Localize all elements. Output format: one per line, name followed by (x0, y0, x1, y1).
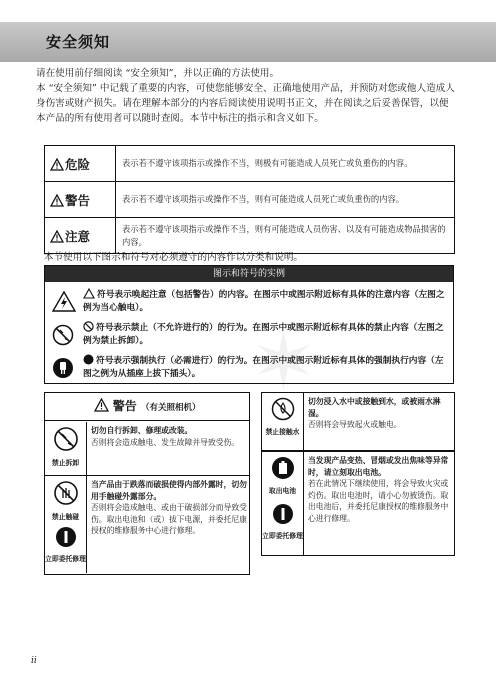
camera-warning-header (45, 393, 249, 421)
intro-paragraph: 本 “安全须知” 中记载了重要的内容，可使您能够安全、正确地使用产品，并预防对您或他人造成人身伤害或财产损失。请在理解本部分的内容后阅读使用说明书正文，并在阅读之后妥善保管，以便本产品的所有使用者可以随时查阅。本节中标注的指示和含义如下。 (36, 83, 455, 124)
unplug-icon (52, 357, 74, 379)
remove-battery-icon (271, 456, 295, 480)
warning-item (261, 392, 455, 451)
icon-label: 禁止接触水 (265, 428, 300, 436)
level-description: 表示若不遵守该项指示或操作不当，则有可能造成人员伤害、以及有可能造成物品损害的内容。 (116, 218, 455, 254)
symbol-row (45, 352, 453, 384)
symbol-row (45, 319, 453, 351)
page-title: 安全须知 (46, 33, 111, 51)
hazard-row-danger (45, 146, 455, 182)
level-label: 注意 (65, 228, 91, 244)
camera-warning-subtitle: （有关照相机） (140, 403, 201, 413)
warning-item-title: 切勿浸入水中或接触到水，或被雨水淋湿。 (308, 397, 441, 418)
no-disassembly-icon (52, 324, 74, 346)
warning-item (45, 422, 249, 476)
level-label: 危险 (65, 156, 91, 172)
repair-request-icon (272, 503, 294, 525)
warning-triangle-icon (83, 288, 95, 299)
hazard-row-warning (45, 182, 455, 218)
icon-label: 禁止触碰 (51, 513, 80, 521)
warning-triangle-icon (50, 194, 64, 207)
no-touch-icon (53, 480, 79, 506)
warning-item-text: 否则将会造成触电、或由于破损部分而导致受伤。取出电池和（或）拔下电源，并委托尼康授权的维修服务中心进行修理。 (91, 503, 247, 535)
warning-item-text: 否则将会造成触电、发生故障并导致受伤。 (91, 437, 240, 447)
usage-text: 本节使用以下图示和符号对必须遵守的内容作以分类和说明。 (44, 252, 304, 263)
page-number: ii (31, 656, 37, 666)
intro-paragraph: 请在使用前仔细阅读 “安全须知”，并以正确的方法使用。 (36, 68, 280, 79)
warning-item (45, 476, 249, 573)
warning-triangle-icon (50, 230, 64, 243)
hazard-level-table (44, 145, 455, 254)
warning-triangle-icon (50, 158, 64, 171)
prohibition-icon (83, 321, 94, 332)
warning-item-text: 否则将会导致起火或触电。 (308, 420, 402, 429)
no-disassembly-icon (53, 426, 79, 452)
warning-item-title: 当产品由于跌落而破损使得内部外露时，切勿用手触碰外露部分。 (91, 480, 247, 501)
mandatory-action-icon (83, 354, 94, 365)
warning-triangle-icon (94, 398, 109, 412)
icon-label: 禁止拆卸 (51, 459, 80, 467)
warning-item (261, 451, 455, 556)
repair-request-icon (55, 526, 77, 548)
warning-item-text: 若在此情况下继续使用，将会导致火灾或灼伤。取出电池时，请小心勿被烫伤。取出电池后，并委托尼康授权的维修服务中心进行修理。 (308, 479, 449, 523)
icon-label: 立即委托修理 (262, 532, 303, 540)
symbol-row (45, 286, 453, 318)
page-header (0, 22, 496, 62)
camera-warning-title: 警告 (112, 399, 137, 413)
level-description: 表示若不遵守该项指示或操作不当，则有可能造成人员死亡或负重伤的内容。 (116, 182, 455, 218)
warning-item-title: 当发现产品变热、冒烟或发出焦味等异常时，请立刻取出电池。 (308, 456, 449, 477)
intro-text (36, 66, 456, 126)
icon-label: 取出电池 (268, 487, 297, 495)
no-water-icon (271, 397, 295, 421)
watermark: ✶ (250, 315, 318, 408)
level-description: 表示若不遵守该项指示或操作不当，则极有可能造成人员死亡或负重伤的内容。 (116, 146, 455, 182)
symbol-description: 符号表示强制执行（必需进行）的行为。在图示中或图示附近标有具体的强制执行内容（左图之例为从插座上拔下插头）。 (83, 356, 444, 379)
symbol-description: 符号表示禁止（不允许进行的）的行为。在图示中或图示附近标有具体的禁止内容（左图之例为禁止拆卸）。 (83, 323, 444, 346)
level-label: 警告 (65, 192, 91, 208)
icon-label: 立即委托修理 (45, 555, 86, 563)
electric-shock-warning-icon (52, 291, 76, 312)
symbol-description: 符号表示唤起注意（包括警告）的内容。在图示中或图示附近标有具体的注意内容（左图之例为当心触电）。 (83, 290, 445, 313)
symbol-examples-box (44, 265, 454, 384)
symbol-examples-title: 图示和符号的实例 (45, 266, 453, 282)
warning-item-title: 切勿自行拆卸、修理或改装。 (91, 426, 193, 435)
camera-warning-box (44, 392, 250, 575)
